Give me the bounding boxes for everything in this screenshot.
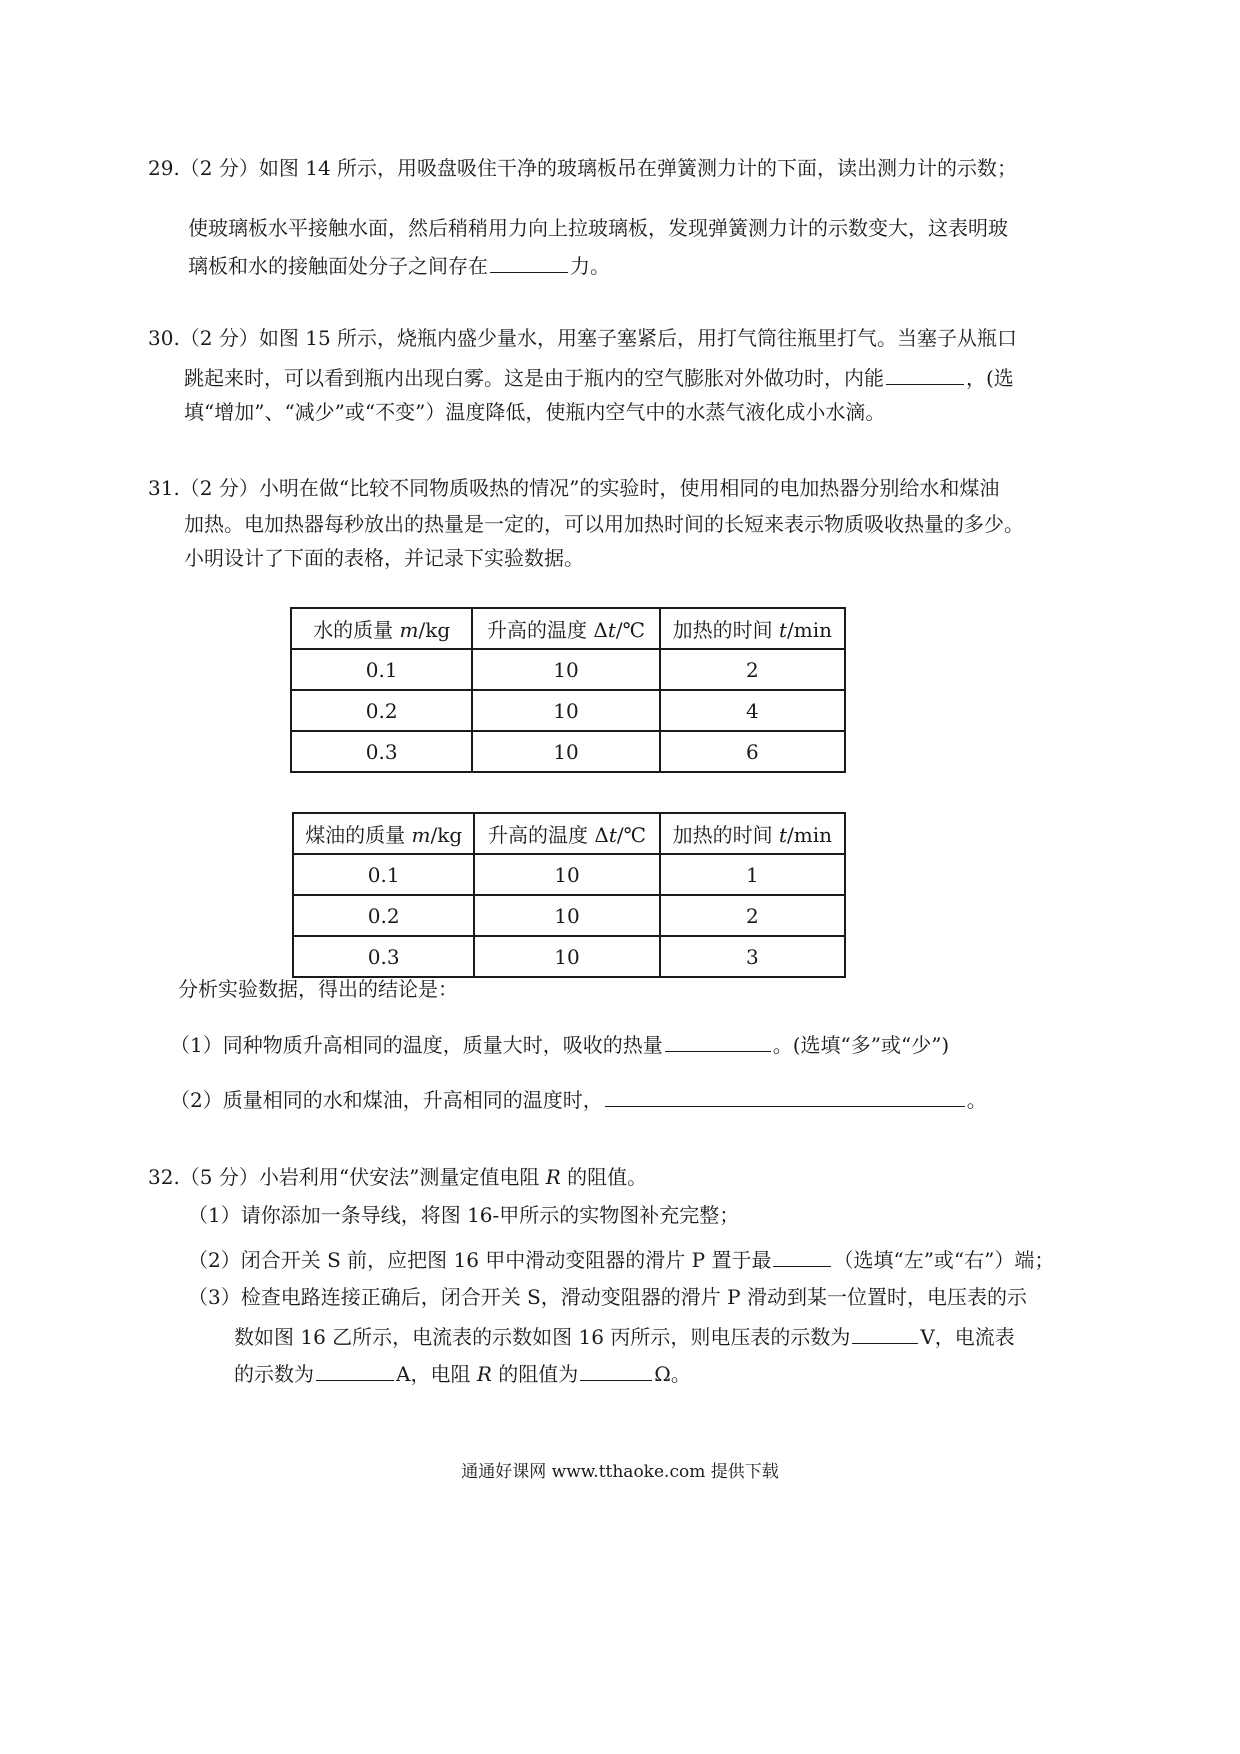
table-header-cell: 加热的时间 t/min [660, 608, 845, 649]
q29-line-3-suffix: 力。 [570, 254, 610, 278]
table-header-row [293, 813, 845, 854]
q32-voltage-answer-blank[interactable] [852, 1324, 918, 1344]
q32-sub-3-line-2 [234, 1324, 1015, 1347]
q31-sub-1 [170, 1032, 949, 1055]
table-cell: 0.2 [291, 690, 472, 731]
q32-sub-3-line-3 [234, 1361, 691, 1384]
q31-sub-2 [170, 1087, 987, 1110]
table-row [293, 936, 845, 977]
page-footer: 通通好课网 www.tthaoke.com 提供下载 [461, 1462, 779, 1482]
q32-resistor-symbol-2: R [476, 1362, 492, 1386]
table-cell: 0.3 [293, 936, 474, 977]
q31-sub-1-text: （1）同种物质升高相同的温度，质量大时，吸收的热量 [170, 1033, 663, 1057]
q32-sub-3-line-2-text: 数如图 16 乙所示，电流表的示数如图 16 丙所示，则电压表的示数为 [234, 1325, 851, 1349]
table-cell: 6 [660, 731, 845, 772]
q30-line-2 [184, 365, 1014, 388]
q32-sub-3-line-1: （3）检查电路连接正确后，闭合开关 S，滑动变阻器的滑片 P 滑动到某一位置时，电压表的示 [188, 1285, 1027, 1309]
table-cell: 0.3 [291, 731, 472, 772]
q32-line-1-suffix: 的阻值。 [567, 1165, 648, 1189]
q32-sub-1: （1）请你添加一条导线，将图 16-甲所示的实物图补充完整； [188, 1203, 740, 1227]
table-cell: 10 [474, 936, 659, 977]
q31-sub-1-suffix: 。(选填“多”或“少”) [772, 1033, 950, 1057]
q31-sub-2-text: （2）质量相同的水和煤油，升高相同的温度时， [170, 1088, 603, 1112]
q31-line-1: 31.（2 分）小明在做“比较不同物质吸热的情况”的实验时，使用相同的电加热器分别给水和煤油 [148, 476, 1000, 500]
table-cell: 10 [474, 854, 659, 895]
table-header-cell: 煤油的质量 m/kg [293, 813, 474, 854]
q32-sub-3-line-3-suffix: Ω。 [654, 1362, 691, 1386]
q32-sub-2-suffix: （选填“左”或“右”）端； [833, 1248, 1055, 1272]
table-cell: 4 [660, 690, 845, 731]
q32-line-1-text: 32.（5 分）小岩利用“伏安法”测量定值电阻 [148, 1165, 540, 1189]
q32-sub-2-answer-blank[interactable] [773, 1247, 831, 1267]
q32-sub-2 [188, 1247, 1054, 1270]
table-header-cell: 加热的时间 t/min [660, 813, 845, 854]
q30-answer-blank[interactable] [886, 365, 964, 385]
table-cell: 10 [472, 731, 659, 772]
q32-resistance-answer-blank[interactable] [580, 1361, 652, 1381]
table-header-cell: 升高的温度 Δt/℃ [474, 813, 659, 854]
q29-line-3-text: 璃板和水的接触面处分子之间存在 [188, 254, 488, 278]
table-header-row [291, 608, 845, 649]
q32-sub-3-line-2-suffix: V，电流表 [920, 1325, 1015, 1349]
table-cell: 2 [660, 649, 845, 690]
q31-sub-2-answer-blank[interactable] [605, 1087, 965, 1107]
q32-sub-2-text: （2）闭合开关 S 前，应把图 16 甲中滑动变阻器的滑片 P 置于最 [188, 1248, 772, 1272]
table-cell: 10 [472, 649, 659, 690]
table-header-cell: 升高的温度 Δt/℃ [472, 608, 659, 649]
table-cell: 0.1 [293, 854, 474, 895]
q31-line-3: 小明设计了下面的表格，并记录下实验数据。 [184, 546, 584, 570]
table-row [291, 649, 845, 690]
q32-resistor-symbol: R [545, 1165, 561, 1189]
q32-sub-3-line-3-mid2: 的阻值为 [498, 1362, 579, 1386]
table-cell: 3 [660, 936, 845, 977]
table-cell: 10 [474, 895, 659, 936]
q29-line-2: 使玻璃板水平接触水面，然后稍稍用力向上拉玻璃板，发现弹簧测力计的示数变大，这表明玻 [188, 216, 1008, 240]
table-cell: 0.2 [293, 895, 474, 936]
q32-current-answer-blank[interactable] [316, 1361, 394, 1381]
q30-line-1: 30.（2 分）如图 15 所示，烧瓶内盛少量水，用塞子塞紧后，用打气筒往瓶里打气。当塞子从瓶口 [148, 326, 1018, 350]
table-cell: 0.1 [291, 649, 472, 690]
table-header-cell: 水的质量 m/kg [291, 608, 472, 649]
q32-line-1 [148, 1167, 647, 1187]
q32-sub-3-line-3-mid: A，电阻 [396, 1362, 471, 1386]
table-cell: 2 [660, 895, 845, 936]
q31-sub-2-suffix: 。 [966, 1088, 987, 1112]
table-row [293, 854, 845, 895]
q31-analysis-prompt: 分析实验数据，得出的结论是： [178, 977, 458, 1001]
table-row [291, 731, 845, 772]
q31-line-2: 加热。电加热器每秒放出的热量是一定的，可以用加热时间的长短来表示物质吸收热量的多少。 [184, 512, 1024, 536]
q29-answer-blank[interactable] [490, 253, 568, 273]
table-row [291, 690, 845, 731]
q32-sub-3-line-3-text: 的示数为 [234, 1362, 314, 1386]
q30-line-2-text: 跳起来时，可以看到瓶内出现白雾。这是由于瓶内的空气膨胀对外做功时，内能 [184, 366, 884, 390]
table-cell: 10 [472, 690, 659, 731]
q30-line-3: 填“增加”、“减少”或“不变”）温度降低，使瓶内空气中的水蒸气液化成小水滴。 [184, 400, 886, 424]
table-cell: 1 [660, 854, 845, 895]
table-row [293, 895, 845, 936]
q29-line-3 [188, 253, 610, 276]
q29-line-1: 29.（2 分）如图 14 所示，用吸盘吸住干净的玻璃板吊在弹簧测力计的下面，读出测力计的示数； [148, 156, 1018, 180]
q30-line-2-suffix: ，(选 [966, 366, 1014, 390]
q31-sub-1-answer-blank[interactable] [665, 1032, 771, 1052]
kerosene-data-table [292, 812, 846, 978]
water-data-table [290, 607, 846, 773]
